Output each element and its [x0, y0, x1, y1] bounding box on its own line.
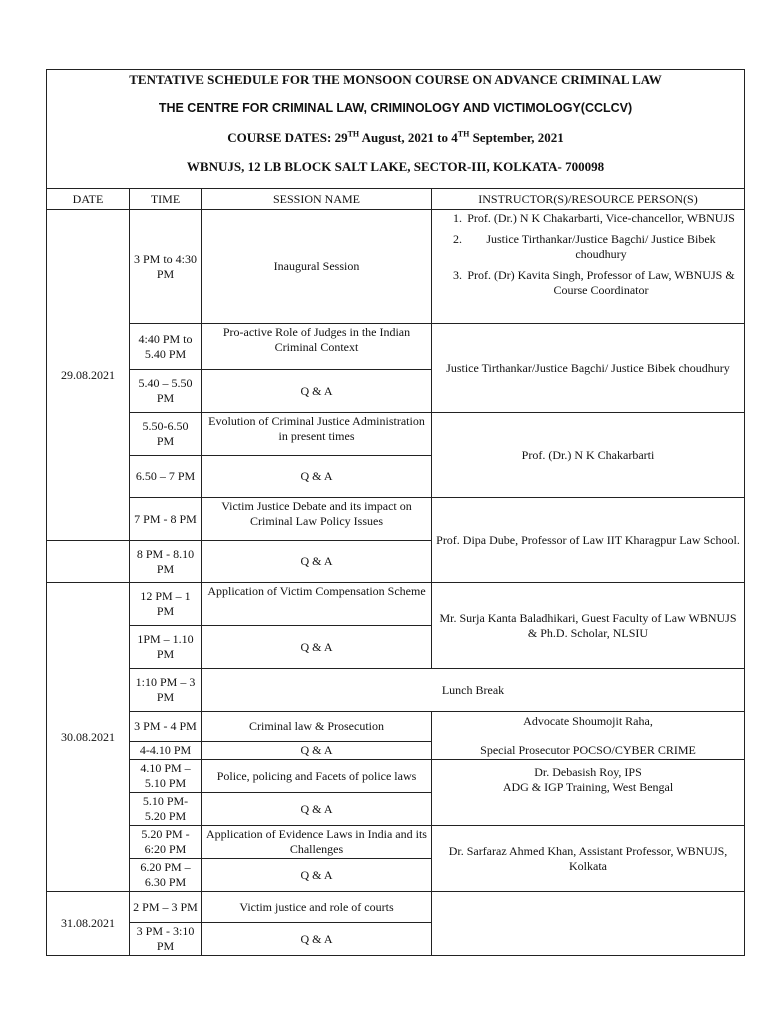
document-header: [47, 70, 745, 189]
centre-name: THE CENTRE FOR CRIMINAL LAW, CRIMINOLOGY AND VICTIMOLOGY(CCLCV): [158, 101, 633, 115]
time-cell: 1:10 PM – 3 PM: [130, 669, 202, 712]
session-cell: Q & A: [202, 742, 432, 760]
table-row: [47, 669, 745, 712]
time-cell: 5.20 PM - 6:20 PM: [130, 826, 202, 859]
instructor-cell: Justice Tirthankar/Justice Bagchi/ Justice Bibek choudhury: [432, 324, 745, 413]
list-item: 2. Justice Tirthankar/Justice Bagchi/ Justice Bibek choudhury: [465, 232, 737, 262]
time-cell: 3 PM - 4 PM: [130, 712, 202, 742]
session-cell: Lunch Break: [202, 669, 745, 712]
date-cell: 30.08.2021: [47, 583, 130, 892]
session-cell: Victim Justice Debate and its impact on Criminal Law Policy Issues: [202, 498, 432, 541]
instructor-cell: Mr. Surja Kanta Baladhikari, Guest Faculty of Law WBNUJS & Ph.D. Scholar, NLSIU: [432, 583, 745, 669]
session-cell: Application of Evidence Laws in India and its Challenges: [202, 826, 432, 859]
session-cell: Q & A: [202, 923, 432, 956]
time-cell: 6.50 – 7 PM: [130, 456, 202, 498]
session-cell: Q & A: [202, 793, 432, 826]
schedule-table: [46, 69, 745, 956]
list-item: 1. Prof. (Dr.) N K Chakarbarti, Vice-chancellor, WBNUJS: [465, 211, 737, 226]
course-dates: COURSE DATES: 29TH August, 2021 to 4TH September, 2021: [227, 129, 564, 145]
time-cell: 8 PM - 8.10 PM: [130, 541, 202, 583]
time-cell: 2 PM – 3 PM: [130, 892, 202, 923]
session-cell: Police, policing and Facets of police laws: [202, 760, 432, 793]
time-cell: 5.50-6.50 PM: [130, 413, 202, 456]
table-row: [47, 892, 745, 923]
session-cell: Q & A: [202, 626, 432, 669]
time-cell: 12 PM – 1 PM: [130, 583, 202, 626]
session-cell: Q & A: [202, 541, 432, 583]
table-row: [47, 760, 745, 793]
column-header-row: [47, 189, 745, 210]
col-session: SESSION NAME: [202, 189, 432, 210]
time-cell: 5.10 PM- 5.20 PM: [130, 793, 202, 826]
venue: WBNUJS, 12 LB BLOCK SALT LAKE, SECTOR-III, KOLKATA- 700098: [186, 159, 605, 174]
table-row: [47, 498, 745, 541]
table-row: [47, 413, 745, 456]
schedule-document: [46, 69, 744, 956]
session-cell: Q & A: [202, 456, 432, 498]
instructor-cell: [432, 210, 745, 324]
time-cell: 3 PM - 3:10 PM: [130, 923, 202, 956]
col-instructor: INSTRUCTOR(S)/RESOURCE PERSON(S): [432, 189, 745, 210]
time-cell: 7 PM - 8 PM: [130, 498, 202, 541]
instructor-cell: Dr. Debasish Roy, IPS ADG & IGP Training, West Bengal: [432, 760, 745, 826]
time-cell: 4.10 PM – 5.10 PM: [130, 760, 202, 793]
instructor-cell: Dr. Sarfaraz Ahmed Khan, Assistant Professor, WBNUJS, Kolkata: [432, 826, 745, 892]
col-date: DATE: [47, 189, 130, 210]
session-cell: Evolution of Criminal Justice Administration in present times: [202, 413, 432, 456]
time-cell: 6.20 PM – 6.30 PM: [130, 859, 202, 892]
session-cell: Q & A: [202, 370, 432, 413]
instructor-cell: Prof. (Dr.) N K Chakarbarti: [432, 413, 745, 498]
table-row: [47, 826, 745, 859]
table-row: [47, 583, 745, 626]
list-item: 3. Prof. (Dr) Kavita Singh, Professor of Law, WBNUJS & Course Coordinator: [465, 268, 737, 298]
document-title: TENTATIVE SCHEDULE FOR THE MONSOON COURSE ON ADVANCE CRIMINAL LAW: [129, 72, 662, 87]
instructor-cell: Advocate Shoumojit Raha, Special Prosecutor POCSO/CYBER CRIME: [432, 712, 745, 760]
date-cell: 31.08.2021: [47, 892, 130, 956]
session-cell: Q & A: [202, 859, 432, 892]
date-cell: 29.08.2021: [47, 210, 130, 541]
session-cell: Application of Victim Compensation Scheme: [202, 583, 432, 626]
time-cell: 1PM – 1.10 PM: [130, 626, 202, 669]
session-cell: Victim justice and role of courts: [202, 892, 432, 923]
time-cell: 3 PM to 4:30 PM: [130, 210, 202, 324]
time-cell: 4:40 PM to 5.40 PM: [130, 324, 202, 370]
time-cell: 4-4.10 PM: [130, 742, 202, 760]
session-cell: Inaugural Session: [202, 210, 432, 324]
table-row: [47, 210, 745, 324]
session-cell: Pro-active Role of Judges in the Indian Criminal Context: [202, 324, 432, 370]
session-cell: Criminal law & Prosecution: [202, 712, 432, 742]
table-row: [47, 712, 745, 742]
col-time: TIME: [130, 189, 202, 210]
date-cell-empty: [47, 541, 130, 583]
instructor-list: [435, 211, 741, 298]
table-row: [47, 324, 745, 370]
time-cell: 5.40 – 5.50 PM: [130, 370, 202, 413]
instructor-cell-empty: [432, 892, 745, 956]
instructor-cell: Prof. Dipa Dube, Professor of Law IIT Kharagpur Law School.: [432, 498, 745, 583]
